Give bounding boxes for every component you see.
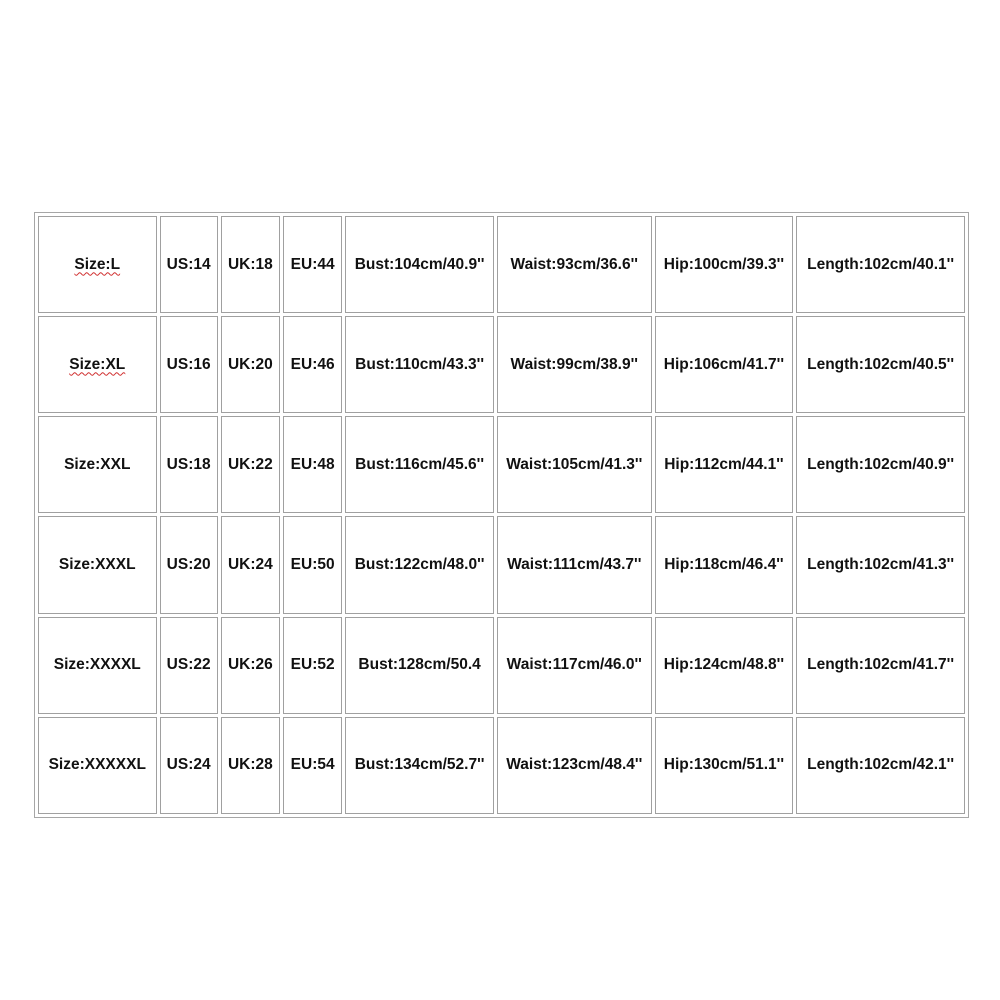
- size-cell: Size:XXL: [38, 416, 157, 513]
- us-size-cell: US:18: [160, 416, 218, 513]
- size-label: Size:XL: [69, 355, 126, 373]
- eu-size-cell: EU:50: [283, 516, 342, 613]
- length-cell: Length:102cm/40.1'': [796, 216, 965, 313]
- hip-cell: Hip:106cm/41.7'': [655, 316, 794, 413]
- size-cell: Size:XXXL: [38, 516, 157, 613]
- length-cell: Length:102cm/40.5'': [796, 316, 965, 413]
- uk-size-cell: UK:28: [221, 717, 280, 814]
- eu-size-cell: EU:44: [283, 216, 342, 313]
- hip-cell: Hip:100cm/39.3'': [655, 216, 794, 313]
- uk-size-cell: UK:26: [221, 617, 280, 714]
- size-cell: Size:XXXXXL: [38, 717, 157, 814]
- bust-cell: Bust:122cm/48.0'': [345, 516, 494, 613]
- waist-cell: Waist:111cm/43.7'': [497, 516, 652, 613]
- length-cell: Length:102cm/40.9'': [796, 416, 965, 513]
- us-size-cell: US:16: [160, 316, 218, 413]
- size-chart-table: [34, 212, 969, 818]
- uk-size-cell: UK:22: [221, 416, 280, 513]
- length-cell: Length:102cm/42.1'': [796, 717, 965, 814]
- us-size-cell: US:14: [160, 216, 218, 313]
- eu-size-cell: EU:52: [283, 617, 342, 714]
- waist-cell: Waist:123cm/48.4'': [497, 717, 652, 814]
- us-size-cell: US:22: [160, 617, 218, 714]
- size-cell: Size:XXXXL: [38, 617, 157, 714]
- waist-cell: Waist:99cm/38.9'': [497, 316, 652, 413]
- bust-cell: Bust:128cm/50.4: [345, 617, 494, 714]
- us-size-cell: US:24: [160, 717, 218, 814]
- table-row: [38, 717, 965, 814]
- waist-cell: Waist:93cm/36.6'': [497, 216, 652, 313]
- hip-cell: Hip:124cm/48.8'': [655, 617, 794, 714]
- hip-cell: Hip:112cm/44.1'': [655, 416, 794, 513]
- length-cell: Length:102cm/41.3'': [796, 516, 965, 613]
- table-row: [38, 216, 965, 313]
- bust-cell: Bust:104cm/40.9'': [345, 216, 494, 313]
- uk-size-cell: UK:24: [221, 516, 280, 613]
- uk-size-cell: UK:20: [221, 316, 280, 413]
- waist-cell: Waist:117cm/46.0'': [497, 617, 652, 714]
- bust-cell: Bust:134cm/52.7'': [345, 717, 494, 814]
- length-cell: Length:102cm/41.7'': [796, 617, 965, 714]
- size-label: Size:L: [74, 255, 121, 273]
- bust-cell: Bust:116cm/45.6'': [345, 416, 494, 513]
- eu-size-cell: EU:48: [283, 416, 342, 513]
- table-row: [38, 516, 965, 613]
- eu-size-cell: EU:46: [283, 316, 342, 413]
- waist-cell: Waist:105cm/41.3'': [497, 416, 652, 513]
- hip-cell: Hip:118cm/46.4'': [655, 516, 794, 613]
- us-size-cell: US:20: [160, 516, 218, 613]
- table-row: [38, 316, 965, 413]
- table-row: [38, 416, 965, 513]
- bust-cell: Bust:110cm/43.3'': [345, 316, 494, 413]
- size-cell: [38, 316, 157, 413]
- table-row: [38, 617, 965, 714]
- eu-size-cell: EU:54: [283, 717, 342, 814]
- hip-cell: Hip:130cm/51.1'': [655, 717, 794, 814]
- size-cell: [38, 216, 157, 313]
- uk-size-cell: UK:18: [221, 216, 280, 313]
